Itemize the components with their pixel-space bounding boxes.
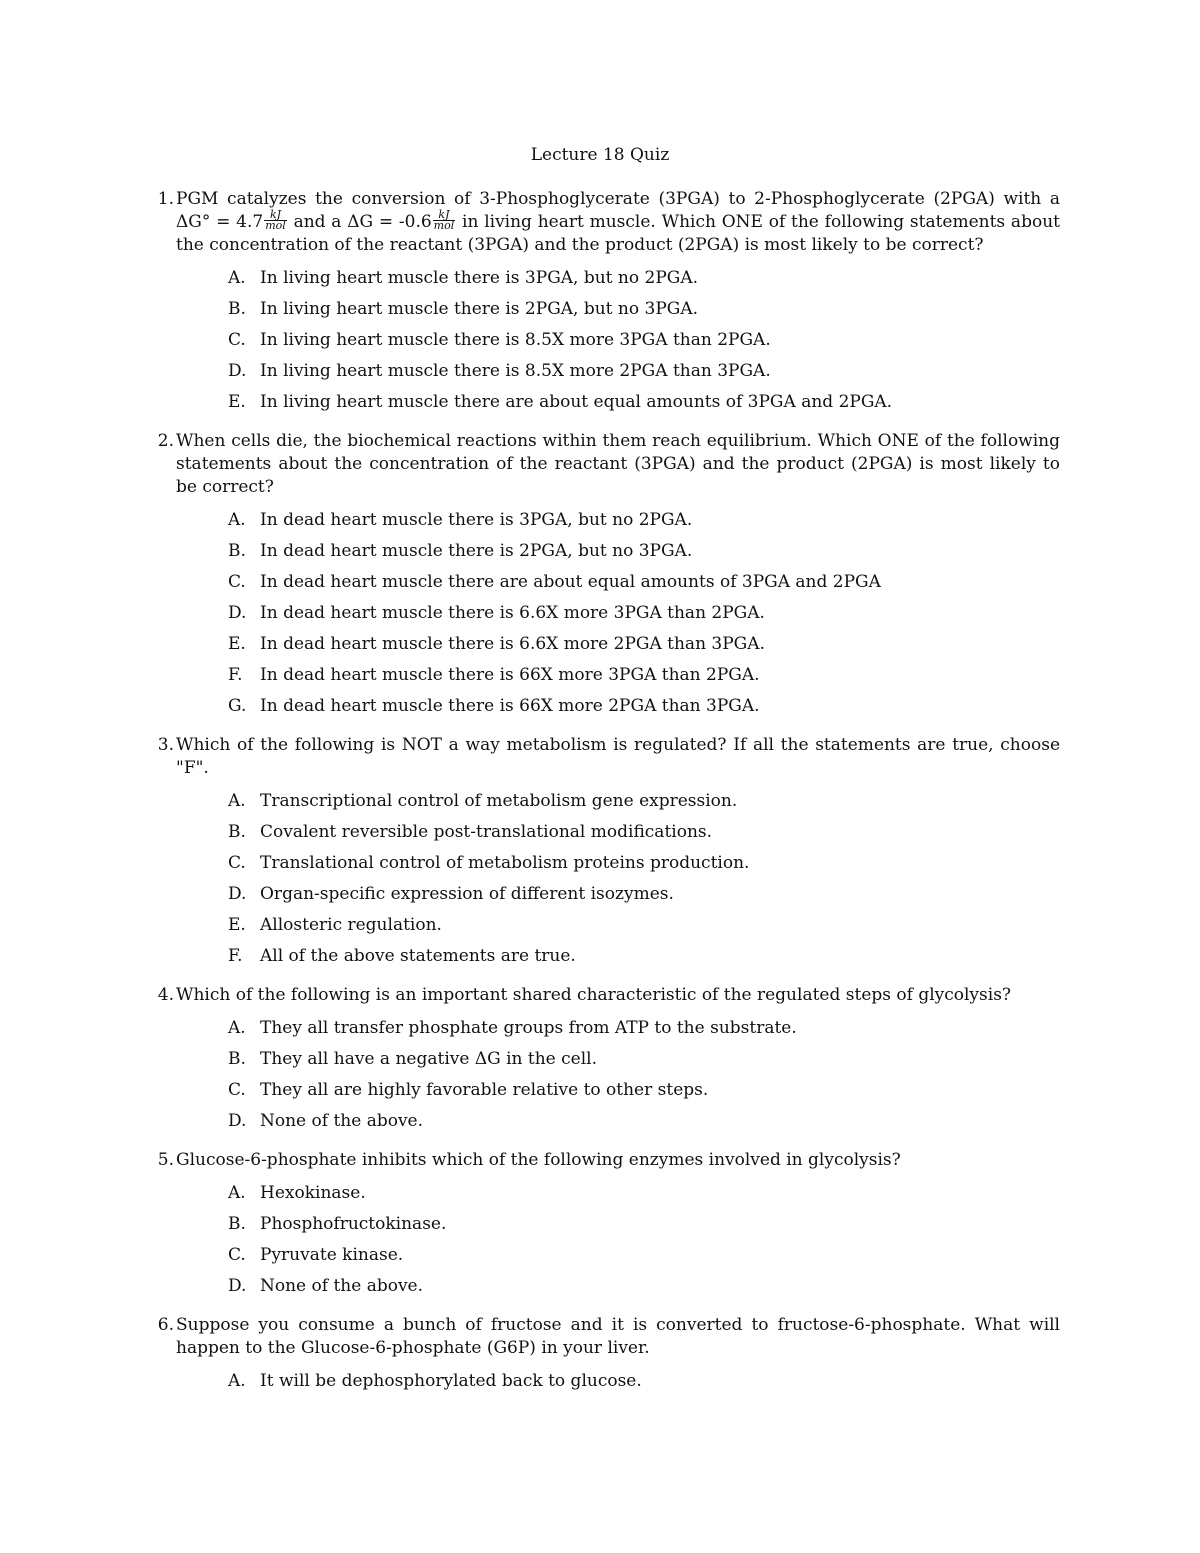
option-letter: C. <box>228 1080 246 1100</box>
answer-options <box>176 1366 1060 1397</box>
answer-option <box>228 660 1060 691</box>
answer-options <box>176 786 1060 972</box>
option-text: Organ-specific expression of different isozymes. <box>260 884 674 904</box>
question-number: 5. <box>157 1150 174 1170</box>
option-letter: D. <box>228 884 247 904</box>
question-text: Suppose you consume a bunch of fructose and it is converted to fructose-6-phosphate. What will happen to the Glucose-6-phosphate (G6P) in your liver. <box>176 1315 1060 1358</box>
question-text <box>176 188 1060 257</box>
option-letter: B. <box>228 1214 246 1234</box>
option-letter: F. <box>228 665 243 685</box>
option-letter: A. <box>228 1183 246 1203</box>
fraction-kj-per-mol <box>433 210 456 231</box>
question-text: Which of the following is NOT a way metabolism is regulated? If all the statements are true, choose "F". <box>176 735 1060 778</box>
question-4 <box>146 984 1060 1137</box>
answer-option <box>228 536 1060 567</box>
question-text: When cells die, the biochemical reactions within them reach equilibrium. Which ONE of the following statements about the concentration of the reactant (3PGA) and the product (2PGA) is most likely to be correct? <box>176 431 1060 497</box>
question-5 <box>146 1149 1060 1302</box>
question-text-part: and a ΔG = -0.6 <box>287 212 432 232</box>
answer-option <box>228 325 1060 356</box>
question-text: Glucose-6-phosphate inhibits which of the following enzymes involved in glycolysis? <box>176 1150 901 1170</box>
answer-option <box>228 941 1060 972</box>
fraction-numerator: kJ <box>433 210 456 221</box>
option-text: They all are highly favorable relative to other steps. <box>260 1080 709 1100</box>
option-text: In dead heart muscle there is 6.6X more 2PGA than 3PGA. <box>260 634 765 654</box>
option-letter: C. <box>228 330 246 350</box>
option-letter: D. <box>228 603 247 623</box>
option-letter: E. <box>228 634 246 654</box>
option-letter: F. <box>228 946 243 966</box>
answer-option <box>228 356 1060 387</box>
option-letter: B. <box>228 1049 246 1069</box>
option-text: In dead heart muscle there are about equal amounts of 3PGA and 2PGA <box>260 572 881 592</box>
question-number: 1. <box>157 189 174 209</box>
answer-option <box>228 786 1060 817</box>
option-text: In dead heart muscle there is 66X more 3PGA than 2PGA. <box>260 665 760 685</box>
option-text: None of the above. <box>260 1276 424 1296</box>
option-letter: C. <box>228 1245 246 1265</box>
option-text: Pyruvate kinase. <box>260 1245 404 1265</box>
question-list <box>146 188 1060 1409</box>
answer-option <box>228 598 1060 629</box>
answer-options <box>176 263 1060 418</box>
answer-option <box>228 1209 1060 1240</box>
option-text: In living heart muscle there is 2PGA, but no 3PGA. <box>260 299 699 319</box>
option-text: In dead heart muscle there is 66X more 2PGA than 3PGA. <box>260 696 760 716</box>
option-text: In living heart muscle there is 8.5X more 2PGA than 3PGA. <box>260 361 771 381</box>
page-title: Lecture 18 Quiz <box>530 145 670 165</box>
answer-option <box>228 1271 1060 1302</box>
option-text: In dead heart muscle there is 3PGA, but no 2PGA. <box>260 510 693 530</box>
option-text: In living heart muscle there are about equal amounts of 3PGA and 2PGA. <box>260 392 893 412</box>
option-text: All of the above statements are true. <box>260 946 576 966</box>
option-letter: G. <box>228 696 247 716</box>
answer-option <box>228 1013 1060 1044</box>
option-letter: B. <box>228 299 246 319</box>
option-text: Covalent reversible post-translational modifications. <box>260 822 713 842</box>
option-text: Translational control of metabolism proteins production. <box>260 853 750 873</box>
option-text: In dead heart muscle there is 2PGA, but no 3PGA. <box>260 541 693 561</box>
option-text: In living heart muscle there is 3PGA, but no 2PGA. <box>260 268 699 288</box>
answer-options <box>176 1013 1060 1137</box>
answer-option <box>228 294 1060 325</box>
answer-option <box>228 567 1060 598</box>
option-letter: A. <box>228 791 246 811</box>
option-letter: D. <box>228 1111 247 1131</box>
answer-option <box>228 910 1060 941</box>
answer-options <box>176 1178 1060 1302</box>
option-letter: E. <box>228 915 246 935</box>
option-text: None of the above. <box>260 1111 424 1131</box>
option-letter: A. <box>228 268 246 288</box>
answer-option <box>228 1075 1060 1106</box>
option-text: Transcriptional control of metabolism gene expression. <box>260 791 738 811</box>
answer-option <box>228 691 1060 722</box>
option-letter: E. <box>228 392 246 412</box>
answer-option <box>228 1366 1060 1397</box>
question-1 <box>146 188 1060 418</box>
option-text: They all have a negative ΔG in the cell. <box>260 1049 597 1069</box>
answer-option <box>228 387 1060 418</box>
fraction-numerator: kJ <box>264 210 287 221</box>
fraction-denominator: mol <box>265 219 286 232</box>
answer-option <box>228 817 1060 848</box>
question-2 <box>146 430 1060 722</box>
option-text: They all transfer phosphate groups from ATP to the substrate. <box>260 1018 797 1038</box>
answer-option <box>228 1106 1060 1137</box>
option-text: Allosteric regulation. <box>260 915 442 935</box>
question-3 <box>146 734 1060 972</box>
answer-option <box>228 1044 1060 1075</box>
question-number: 2. <box>157 431 174 451</box>
option-text: In living heart muscle there is 8.5X more 3PGA than 2PGA. <box>260 330 771 350</box>
option-letter: D. <box>228 1276 247 1296</box>
answer-option <box>228 879 1060 910</box>
question-text-part: PGM catalyzes the conversion of 3-Phosphoglycerate (3PGA) to 2-Phosphoglycerate (2PGA) with a ΔG° = 4.7 <box>176 189 1060 232</box>
question-number: 4. <box>157 985 174 1005</box>
answer-option <box>228 1240 1060 1271</box>
option-text: Phosphofructokinase. <box>260 1214 447 1234</box>
fraction-denominator: mol <box>433 219 455 232</box>
question-text-part: in living heart muscle. Which ONE of the following statements about the concentration of the reactant (3PGA) and the product (2PGA) is most likely to be correct? <box>176 212 1060 255</box>
option-letter: A. <box>228 510 246 530</box>
answer-options <box>176 505 1060 722</box>
answer-option <box>228 505 1060 536</box>
question-text: Which of the following is an important shared characteristic of the regulated steps of glycolysis? <box>176 985 1012 1005</box>
answer-option <box>228 629 1060 660</box>
question-6 <box>146 1314 1060 1397</box>
option-text: Hexokinase. <box>260 1183 366 1203</box>
answer-option <box>228 1178 1060 1209</box>
option-letter: D. <box>228 361 247 381</box>
option-letter: C. <box>228 572 246 592</box>
answer-option <box>228 263 1060 294</box>
option-letter: B. <box>228 541 246 561</box>
answer-option <box>228 848 1060 879</box>
question-number: 6. <box>157 1315 174 1335</box>
option-text: In dead heart muscle there is 6.6X more 3PGA than 2PGA. <box>260 603 765 623</box>
option-letter: C. <box>228 853 246 873</box>
fraction-kj-per-mol <box>264 210 287 231</box>
option-letter: A. <box>228 1018 246 1038</box>
option-letter: B. <box>228 822 246 842</box>
option-letter: A. <box>228 1371 246 1391</box>
option-text: It will be dephosphorylated back to glucose. <box>260 1371 642 1391</box>
question-number: 3. <box>157 735 174 755</box>
